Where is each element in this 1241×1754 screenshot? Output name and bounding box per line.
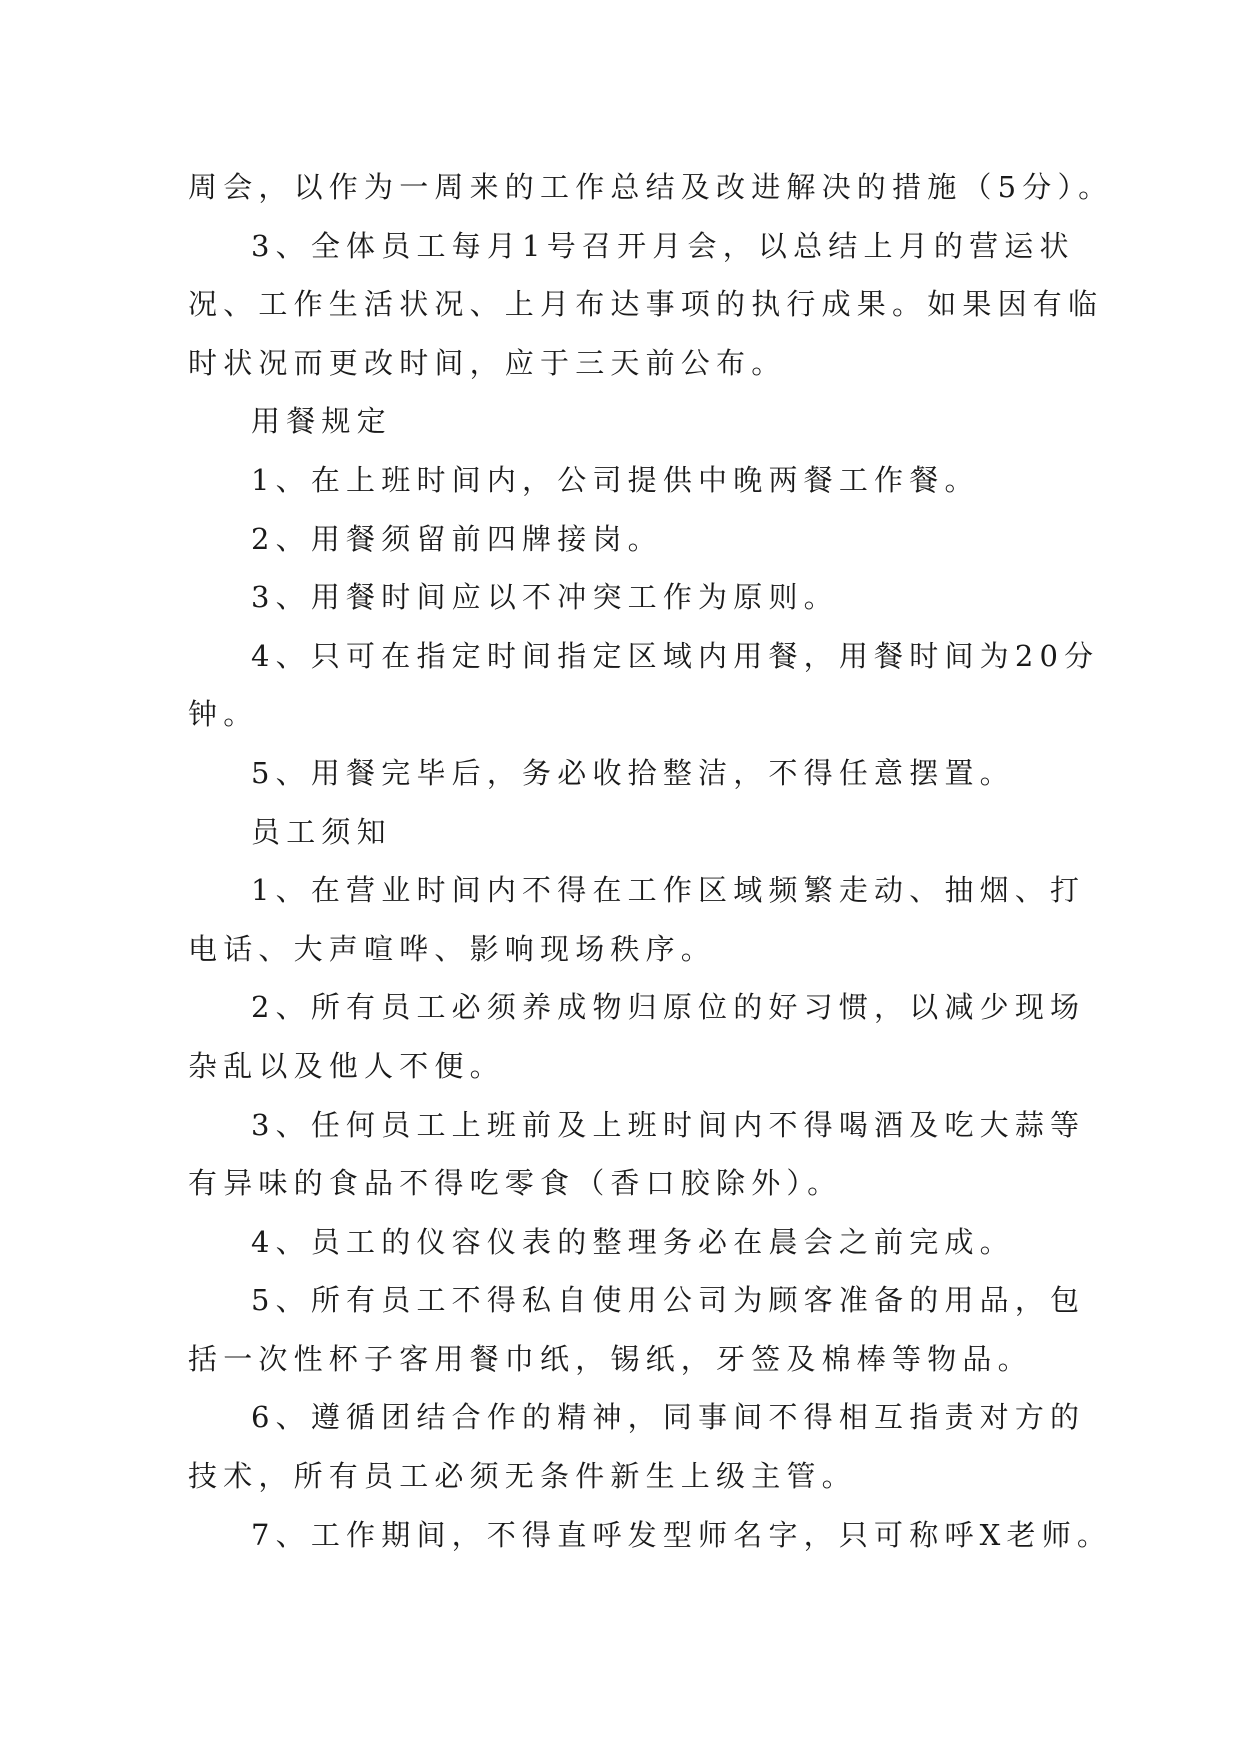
list-item-meal-1: 1、在上班时间内，公司提供中晚两餐工作餐。 [251,462,980,497]
section-heading-meal-rules: 用餐规定 [251,404,392,439]
body-text-line: 况、工作生活状况、上月布达事项的执行成果。如果因有临 [188,287,1104,322]
body-text-line: 时状况而更改时间，应于三天前公布。 [188,345,787,380]
body-text-line: 周会，以作为一周来的工作总结及改进解决的措施（5分）。 [188,170,1114,204]
list-item-meal-4: 4、只可在指定时间指定区域内用餐，用餐时间为20分 [251,638,1100,673]
list-item-staff-5: 5、所有员工不得私自使用公司为顾客准备的用品，包 [251,1283,1086,1318]
document-page [188,158,1114,1564]
list-item-monthly-meeting: 3、全体员工每月1号召开月会，以总结上月的营运状 [251,228,1075,263]
list-item-staff-6: 6、遵循团结合作的精神，同事间不得相互指责对方的 [251,1400,1086,1435]
body-text-line: 括一次性杯子客用餐巾纸，锡纸，牙签及棉棒等物品。 [188,1341,1033,1376]
body-text-line: 技术，所有员工必须无条件新生上级主管。 [188,1459,857,1494]
list-item-staff-1: 1、在营业时间内不得在工作区域频繁走动、抽烟、打 [251,873,1086,908]
body-text-line: 有异味的食品不得吃零食（香口胶除外）。 [188,1166,843,1201]
list-item-staff-7: 7、工作期间，不得直呼发型师名字，只可称呼X老师。 [251,1517,1113,1552]
list-item-meal-2: 2、用餐须留前四牌接岗。 [251,521,663,556]
list-item-meal-5: 5、用餐完毕后，务必收拾整洁，不得任意摆置。 [251,755,1015,790]
body-text-line: 钟。 [188,697,259,732]
body-text-line: 杂乱以及他人不便。 [188,1048,505,1083]
list-item-staff-2: 2、所有员工必须养成物归原位的好习惯，以减少现场 [251,990,1086,1025]
body-text-line: 电话、大声喧哗、影响现场秩序。 [188,931,717,966]
list-item-staff-4: 4、员工的仪容仪表的整理务必在晨会之前完成。 [251,1224,1015,1259]
section-heading-staff-notice: 员工须知 [251,814,392,849]
list-item-meal-3: 3、用餐时间应以不冲突工作为原则。 [251,580,839,615]
list-item-staff-3: 3、任何员工上班前及上班时间内不得喝酒及吃大蒜等 [251,1107,1086,1142]
